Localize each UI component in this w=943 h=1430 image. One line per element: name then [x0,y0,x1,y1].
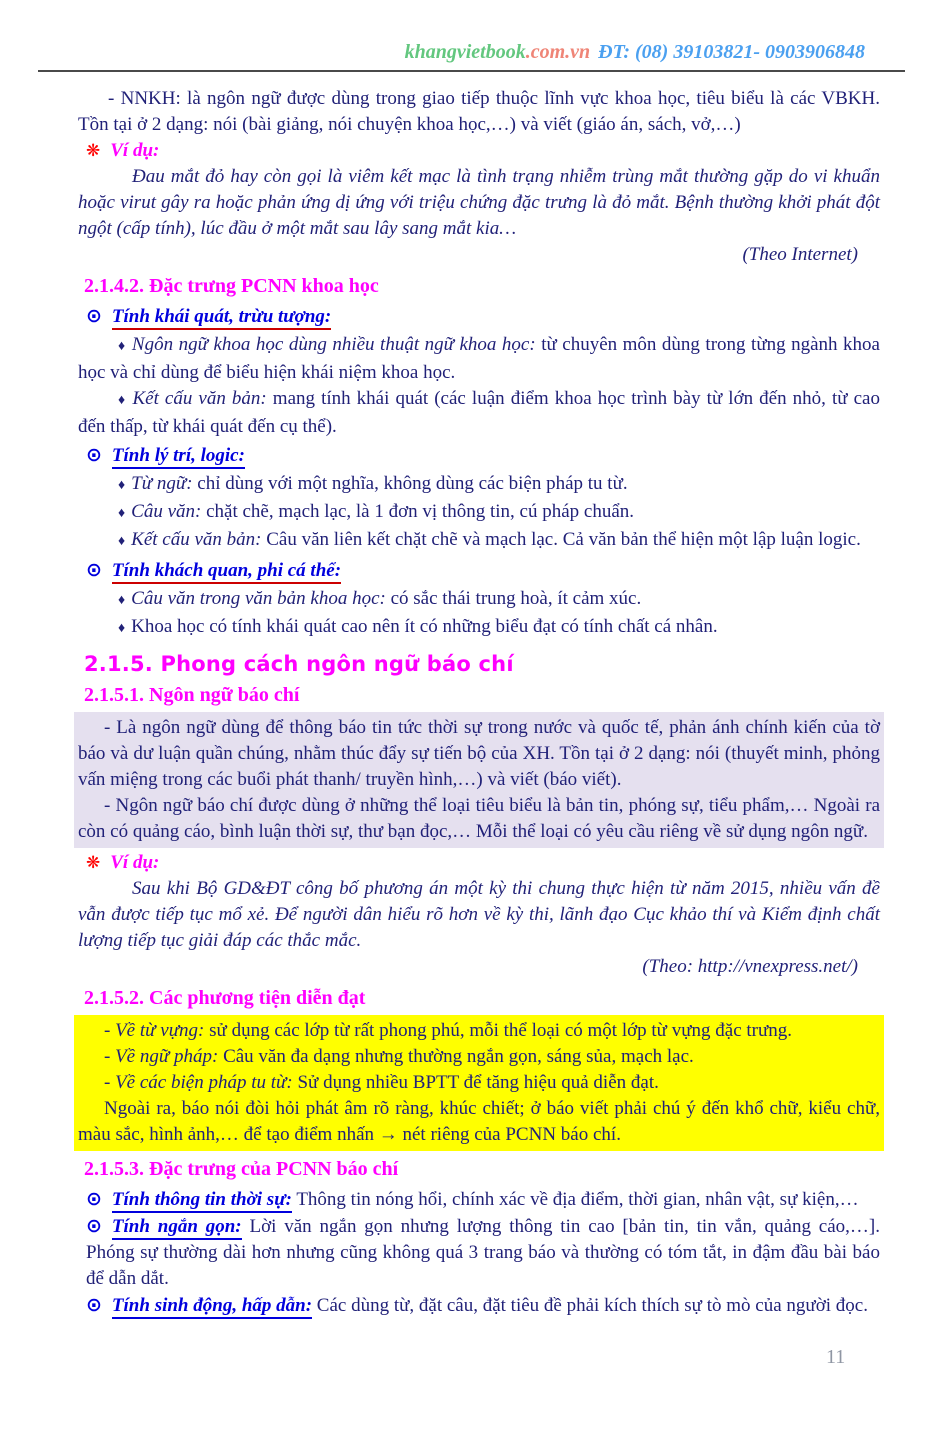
highlight-paragraph: - Ngôn ngữ báo chí được dùng ở những thể loại tiêu biểu là bản tin, phóng sự, tiểu phẩm,… Ngoài ra còn có quảng cáo, bình luận thời sự, thư bạn đọc,… Mỗi thể loại có yêu cầu riêng về sử dụng ngôn ngữ. [78,795,880,842]
heading-2-1-5-2: 2.1.5.2. Các phương tiện diễn đạt [84,987,366,1009]
heading-2-1-5: 2.1.5. Phong cách ngôn ngữ báo chí [84,652,514,676]
page-header [0,0,943,64]
bullet-lead: Từ ngữ: [131,473,193,494]
trait-label: Tính ngắn gọn: [112,1216,242,1240]
yellow-rest: Câu văn đa dạng nhưng thường ngắn gọn, sáng sủa, mạch lạc. [218,1046,694,1067]
diamond-icon: ♦ [118,478,126,493]
trait-ngan-gon [78,1213,880,1292]
circle-dot-icon: ⊙ [86,1188,102,1210]
trait-rest: Các dùng từ, đặt câu, đặt tiêu đề phải kích thích sự tò mò của người đọc. [312,1295,868,1316]
heading-2-1-4-2: 2.1.4.2. Đặc trưng PCNN khoa học [84,275,379,297]
circle-dot-icon: ⊙ [86,305,102,327]
subheading-label: Tính lý trí, logic: [112,445,245,469]
bullet-lead: Kết cấu văn bản: [132,388,267,409]
circle-dot-icon: ⊙ [86,444,102,466]
subheading-khai-quat [78,303,880,330]
circle-dot-icon: ⊙ [86,559,102,581]
example-label: Ví dụ: [110,140,160,161]
header-phone: ĐT: (08) 39103821- 0903906848 [598,41,865,63]
yellow-item [78,1044,880,1070]
trait-rest: Lời văn ngắn gọn nhưng lượng thông tin cao [bản tin, tin vắn, quảng cáo,…]. Phóng sự thường dài hơn nhưng cũng không quá 3 trang báo và thường có tóm tắt, in đậm đầu bài báo để dẫn dắt. [86,1216,881,1289]
brand-domain: .com.vn [525,41,591,63]
heading-2-1-5-1: 2.1.5.1. Ngôn ngữ báo chí [84,684,300,706]
brand-name: khangvietbook [404,41,526,63]
bullet-item [78,614,880,642]
paragraph-nnkh: - NNKH: là ngôn ngữ được dùng trong giao tiếp thuộc lĩnh vực khoa học, tiêu biểu là các VBKH. Tồn tại ở 2 dạng: nói (bài giảng, nói chuyện khoa học,…) và viết (giáo án, sách, vở,…) [78,88,880,135]
trait-sinh-dong [78,1292,880,1319]
source-citation-1: (Theo Internet) [742,244,858,265]
bullet-lead: Câu văn: [131,501,202,522]
bullet-item [78,586,880,614]
snowflake-icon: ❋ [86,141,101,161]
bullet-lead: Câu văn trong văn bản khoa học: [131,588,386,609]
yellow-note: Ngoài ra, báo nói đòi hỏi phát âm rõ ràng, khúc chiết; ở báo viết phải chú ý đến khổ chữ, kiểu chữ, màu sắc, hình ảnh,… để tạo điểm nhấn → nét riêng của PCNN báo chí. [78,1098,880,1145]
yellow-rest: Sử dụng nhiều BPTT để tăng hiệu quả diễn đạt. [292,1072,659,1093]
yellow-lead: - Về các biện pháp tu từ: [104,1072,293,1093]
diamond-icon: ♦ [118,393,127,408]
trait-label: Tính thông tin thời sự: [112,1189,292,1213]
yellow-lead: - Về ngữ pháp: [104,1046,219,1067]
snowflake-icon: ❋ [86,853,101,873]
bullet-rest: chỉ dùng với một nghĩa, không dùng các biện pháp tu từ. [192,473,628,494]
subheading-label: Tính khách quan, phi cá thể: [112,560,341,584]
yellow-item [78,1018,880,1044]
bullet-item [78,386,880,440]
page-content [0,72,943,1319]
example-marker-2 [78,850,880,876]
diamond-icon: ♦ [118,593,126,608]
bullet-rest: có sắc thái trung hoà, ít cảm xúc. [385,588,642,609]
bullet-item [78,499,880,527]
bullet-item [78,527,880,555]
trait-thong-tin [78,1186,880,1213]
bullet-lead: Kết cấu văn bản: [131,529,262,550]
yellow-item [78,1070,880,1096]
subheading-khach-quan [78,557,880,584]
diamond-icon: ♦ [118,534,126,549]
diamond-icon: ♦ [118,621,126,636]
example-marker-1 [78,138,880,164]
diamond-icon: ♦ [118,506,126,521]
bullet-rest: Câu văn liên kết chặt chẽ và mạch lạc. Cả văn bản thể hiện một lập luận logic. [261,529,861,550]
circle-dot-icon: ⊙ [86,1294,102,1316]
page-number: 11 [826,1346,846,1368]
trait-rest: Thông tin nóng hổi, chính xác về địa điểm, thời gian, nhân vật, sự kiện,… [291,1189,859,1210]
diamond-icon: ♦ [118,339,126,354]
example-text-2: Sau khi Bộ GD&ĐT công bố phương án một kỳ thi chung thực hiện từ năm 2015, nhiều vấn đề vẫn được tiếp tục mổ xẻ. Để người dân hiểu rõ hơn về kỳ thi, lãnh đạo Cục khảo thí và Kiểm định chất lượng tiếp tục giải đáp các thắc mắc. [78,878,880,951]
subheading-label: Tính khái quát, trừu tượng: [112,306,331,330]
yellow-highlight-block [74,1015,884,1151]
bullet-item [78,332,880,386]
trait-label: Tính sinh động, hấp dẫn: [112,1295,312,1319]
yellow-lead: - Về từ vựng: [104,1020,205,1041]
example-text-1: Đau mắt đỏ hay còn gọi là viêm kết mạc là tình trạng nhiễm trùng mắt thường gặp do vi khuẩn hoặc virut gây ra hoặc phản ứng dị ứng với triệu chứng đặc trưng là đỏ mắt. Bệnh thường khởi phát đột ngột (cấp tính), lúc đầu ở một mắt sau lây sang mắt kia… [78,166,880,239]
heading-2-1-5-3: 2.1.5.3. Đặc trưng của PCNN báo chí [84,1158,399,1180]
bullet-rest: Khoa học có tính khái quát cao nên ít có những biểu đạt có tính chất cá nhân. [131,616,718,637]
source-citation-2: (Theo: http://vnexpress.net/) [642,956,858,977]
bullet-rest: chặt chẽ, mạch lạc, là 1 đơn vị thông tin, cú pháp chuẩn. [201,501,635,522]
lavender-highlight-block [74,712,884,848]
example-label: Ví dụ: [110,852,160,873]
bullet-rest: mang tính khái quát (các luận điểm khoa học trình bày từ lớn đến nhỏ, từ cao đến thấp, từ khái quát đến cụ thể). [78,388,880,437]
circle-dot-icon: ⊙ [86,1215,102,1237]
bullet-lead: Ngôn ngữ khoa học dùng nhiều thuật ngữ khoa học: [131,334,536,355]
subheading-ly-tri [78,442,880,469]
bullet-rest: từ chuyên môn dùng trong từng ngành khoa học và chỉ dùng để biểu hiện khái niệm khoa học. [78,334,880,383]
bullet-item [78,471,880,499]
highlight-paragraph: - Là ngôn ngữ dùng để thông báo tin tức thời sự trong nước và quốc tế, phản ánh chính kiến của tờ báo và dư luận quần chúng, nhằm thúc đẩy sự tiến bộ của XH. Tồn tại ở 2 dạng: nói (thuyết minh, phỏng vấn miệng trong các buổi phát thanh/ truyền hình,…) và viết (báo viết). [78,717,880,790]
yellow-rest: sử dụng các lớp từ rất phong phú, mỗi thể loại có một lớp từ vựng đặc trưng. [204,1020,793,1041]
